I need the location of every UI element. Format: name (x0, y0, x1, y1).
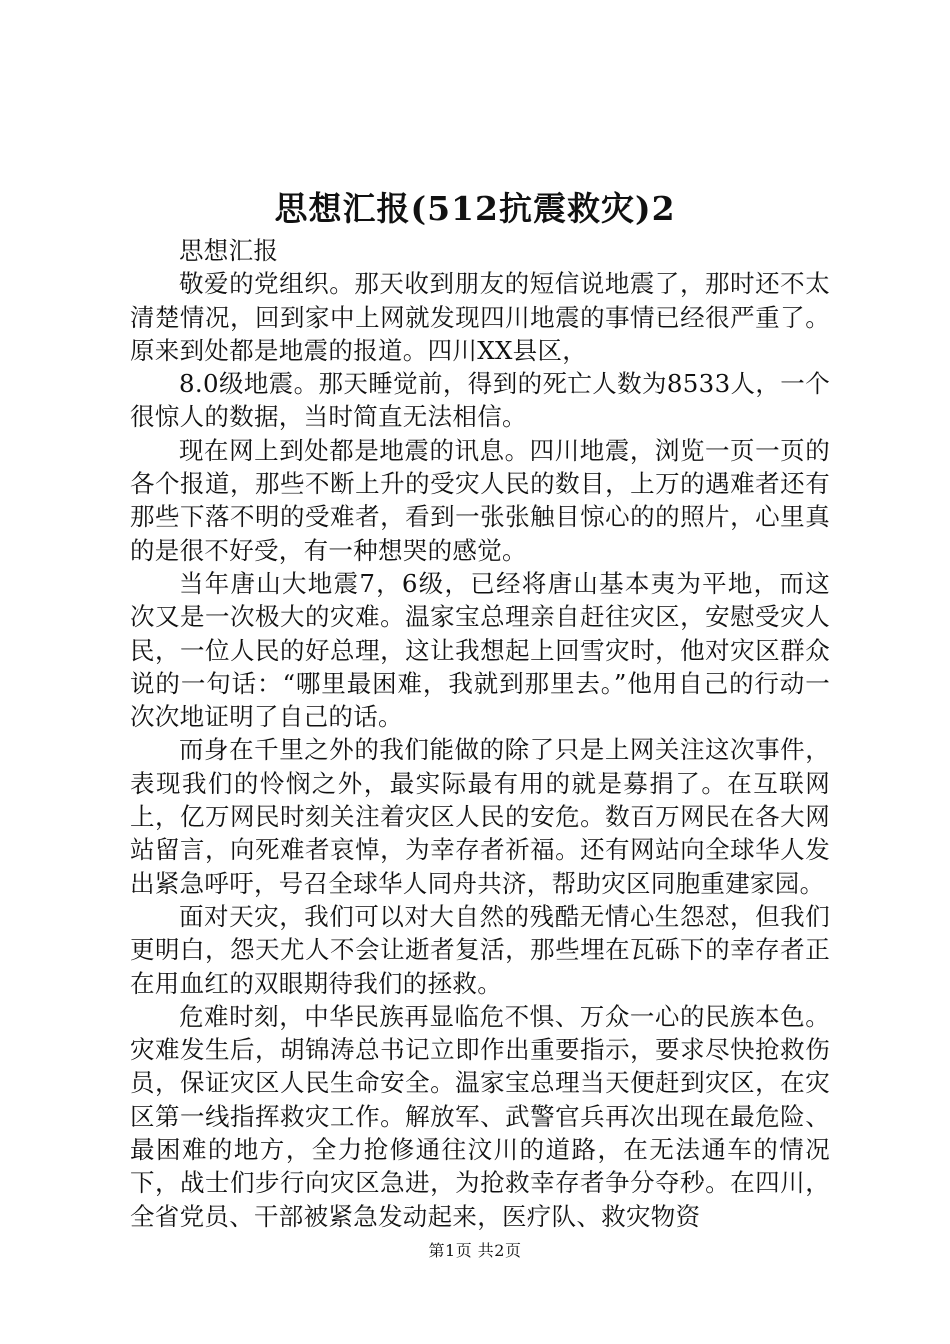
body-paragraph: 8.0级地震。那天睡觉前，得到的死亡人数为8533人，一个很惊人的数据，当时简直无法相信。 (130, 369, 830, 432)
body-paragraph: 当年唐山大地震7，6级，已经将唐山基本夷为平地，而这次又是一次极大的灾难。温家宝总理亲自赶往灾区，安慰受灾人民，一位人民的好总理，这让我想起上回雪灾时，他对灾区群众说的一句话：“哪里最困难，我就到那里去。”他用自己的行动一次次地证明了自己的话。 (130, 568, 830, 732)
body-paragraph: 敬爱的党组织。那天收到朋友的短信说地震了，那时还不太清楚情况，回到家中上网就发现四川地震的事情已经很严重了。原来到处都是地震的报道。四川XX县区， (130, 269, 830, 365)
page-number-footer: 第1页 共2页 (428, 1241, 522, 1260)
document-body (130, 234, 830, 1233)
document-title: 思想汇报(512抗震救灾)2 (274, 189, 676, 228)
body-paragraph: 现在网上到处都是地震的讯息。四川地震，浏览一页一页的各个报道，那些不断上升的受灾人民的数目，上万的遇难者还有那些下落不明的受难者，看到一张张触目惊心的的照片，心里真的是很不好受，有一种想哭的感觉。 (130, 435, 830, 565)
section-heading: 思想汇报 (179, 236, 279, 265)
body-paragraph: 面对天灾，我们可以对大自然的残酷无情心生怨怼，但我们更明白，怨天尤人不会让逝者复活，那些埋在瓦砾下的幸存者正在用血红的双眼期待我们的拯救。 (130, 901, 830, 998)
body-paragraph: 而身在千里之外的我们能做的除了只是上网关注这次事件，表现我们的怜悯之外，最实际最有用的就是募捐了。在互联网上，亿万网民时刻关注着灾区人民的安危。数百万网民在各大网站留言，向死难者哀悼，为幸存者祈福。还有网站向全球华人发出紧急呼吁，号召全球华人同舟共济，帮助灾区同胞重建家园。 (130, 735, 830, 898)
body-paragraph: 危难时刻，中华民族再显临危不惧、万众一心的民族本色。灾难发生后，胡锦涛总书记立即作出重要指示，要求尽快抢救伤员，保证灾区人民生命安全。温家宝总理当天便赶到灾区，在灾区第一线指挥救灾工作。解放军、武警官兵再次出现在最危险、最困难的地方，全力抢修通往汶川的道路，在无法通车的情况下，战士们步行向灾区急进，为抢救幸存者争分夺秒。在四川，全省党员、干部被紧急发动起来，医疗队、救灾物资 (130, 1001, 830, 1231)
